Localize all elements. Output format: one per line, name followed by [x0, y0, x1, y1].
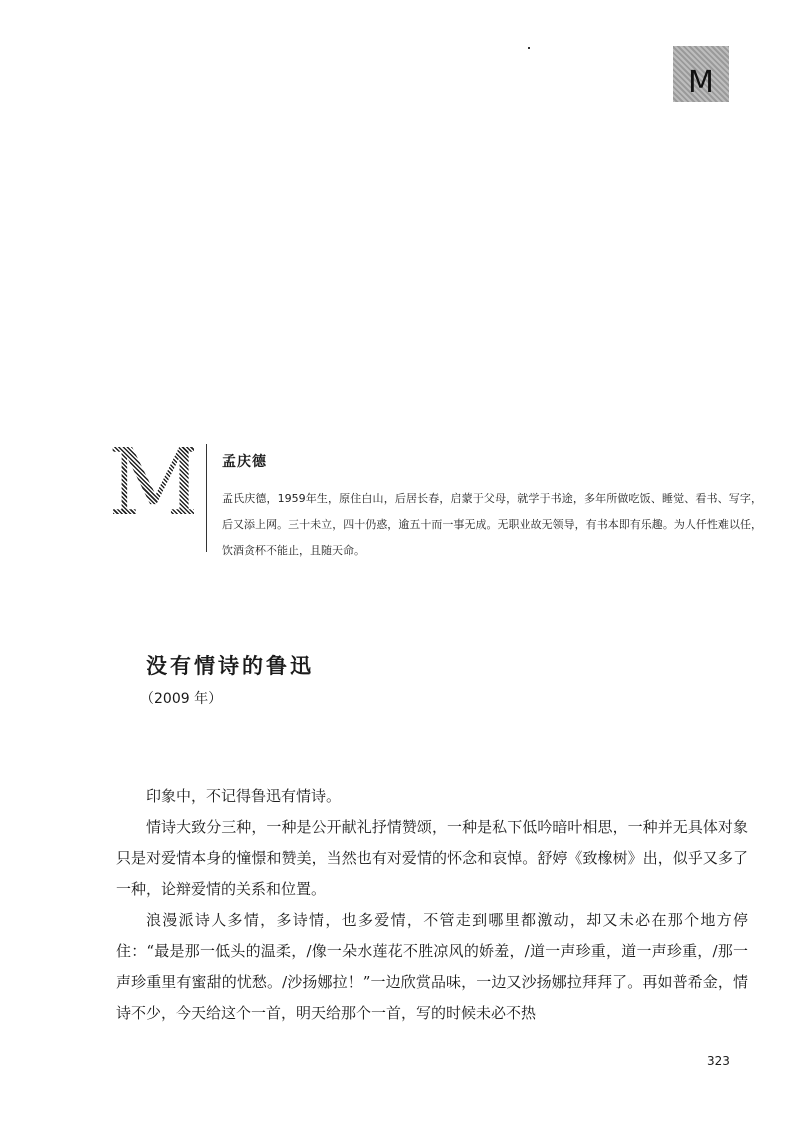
- speck-mark: [528, 47, 530, 49]
- paragraph: 情诗大致分三种，一种是公开献礼抒情赞颂，一种是私下低吟暗叶相思，一种并无具体对象只是对爱情本身的憧憬和赞美，当然也有对爱情的怀念和哀悼。舒婷《致橡树》出，似乎又多了一种，论辩爱情的关系和位置。: [116, 818, 748, 898]
- author-name: 孟庆德: [222, 454, 267, 470]
- article-year: （2009 年）: [140, 691, 223, 707]
- author-bio: 孟氏庆德，1959年生，原住白山，后居长春，启蒙于父母，就学于书途，多年所做吃饭、睡觉、看书、写字，后又添上网。三十未立，四十仍惑，逾五十而一事无成。无职业故无领导，有书本即有乐趣。为人仟性难以任，饮酒贪杯不能止，且随天命。: [222, 492, 762, 557]
- article-body: [116, 781, 748, 1029]
- author-drop-letter: M: [108, 429, 203, 536]
- paragraph: 浪漫派诗人多情，多诗情，也多爱情，不管走到哪里都激动，却又未必在那个地方停住：“最是那一低头的温柔，/像一朵水莲花不胜凉风的娇羞，/道一声珍重，道一声珍重，/那一声珍重里有蜜甜的忧愁。/沙扬娜拉！”一边欣赏品味，一边又沙扬娜拉拜拜了。再如普希金，情诗不少，今天给这个一首，明天给那个一首，写的时候未必不热: [116, 911, 748, 1022]
- page-number: 323: [707, 1054, 730, 1068]
- author-divider: [206, 444, 207, 552]
- section-tab: [673, 46, 729, 102]
- section-letter: M: [688, 65, 714, 100]
- article-title: 没有情诗的鲁迅: [146, 653, 314, 678]
- paragraph: 印象中，不记得鲁迅有情诗。: [146, 787, 342, 805]
